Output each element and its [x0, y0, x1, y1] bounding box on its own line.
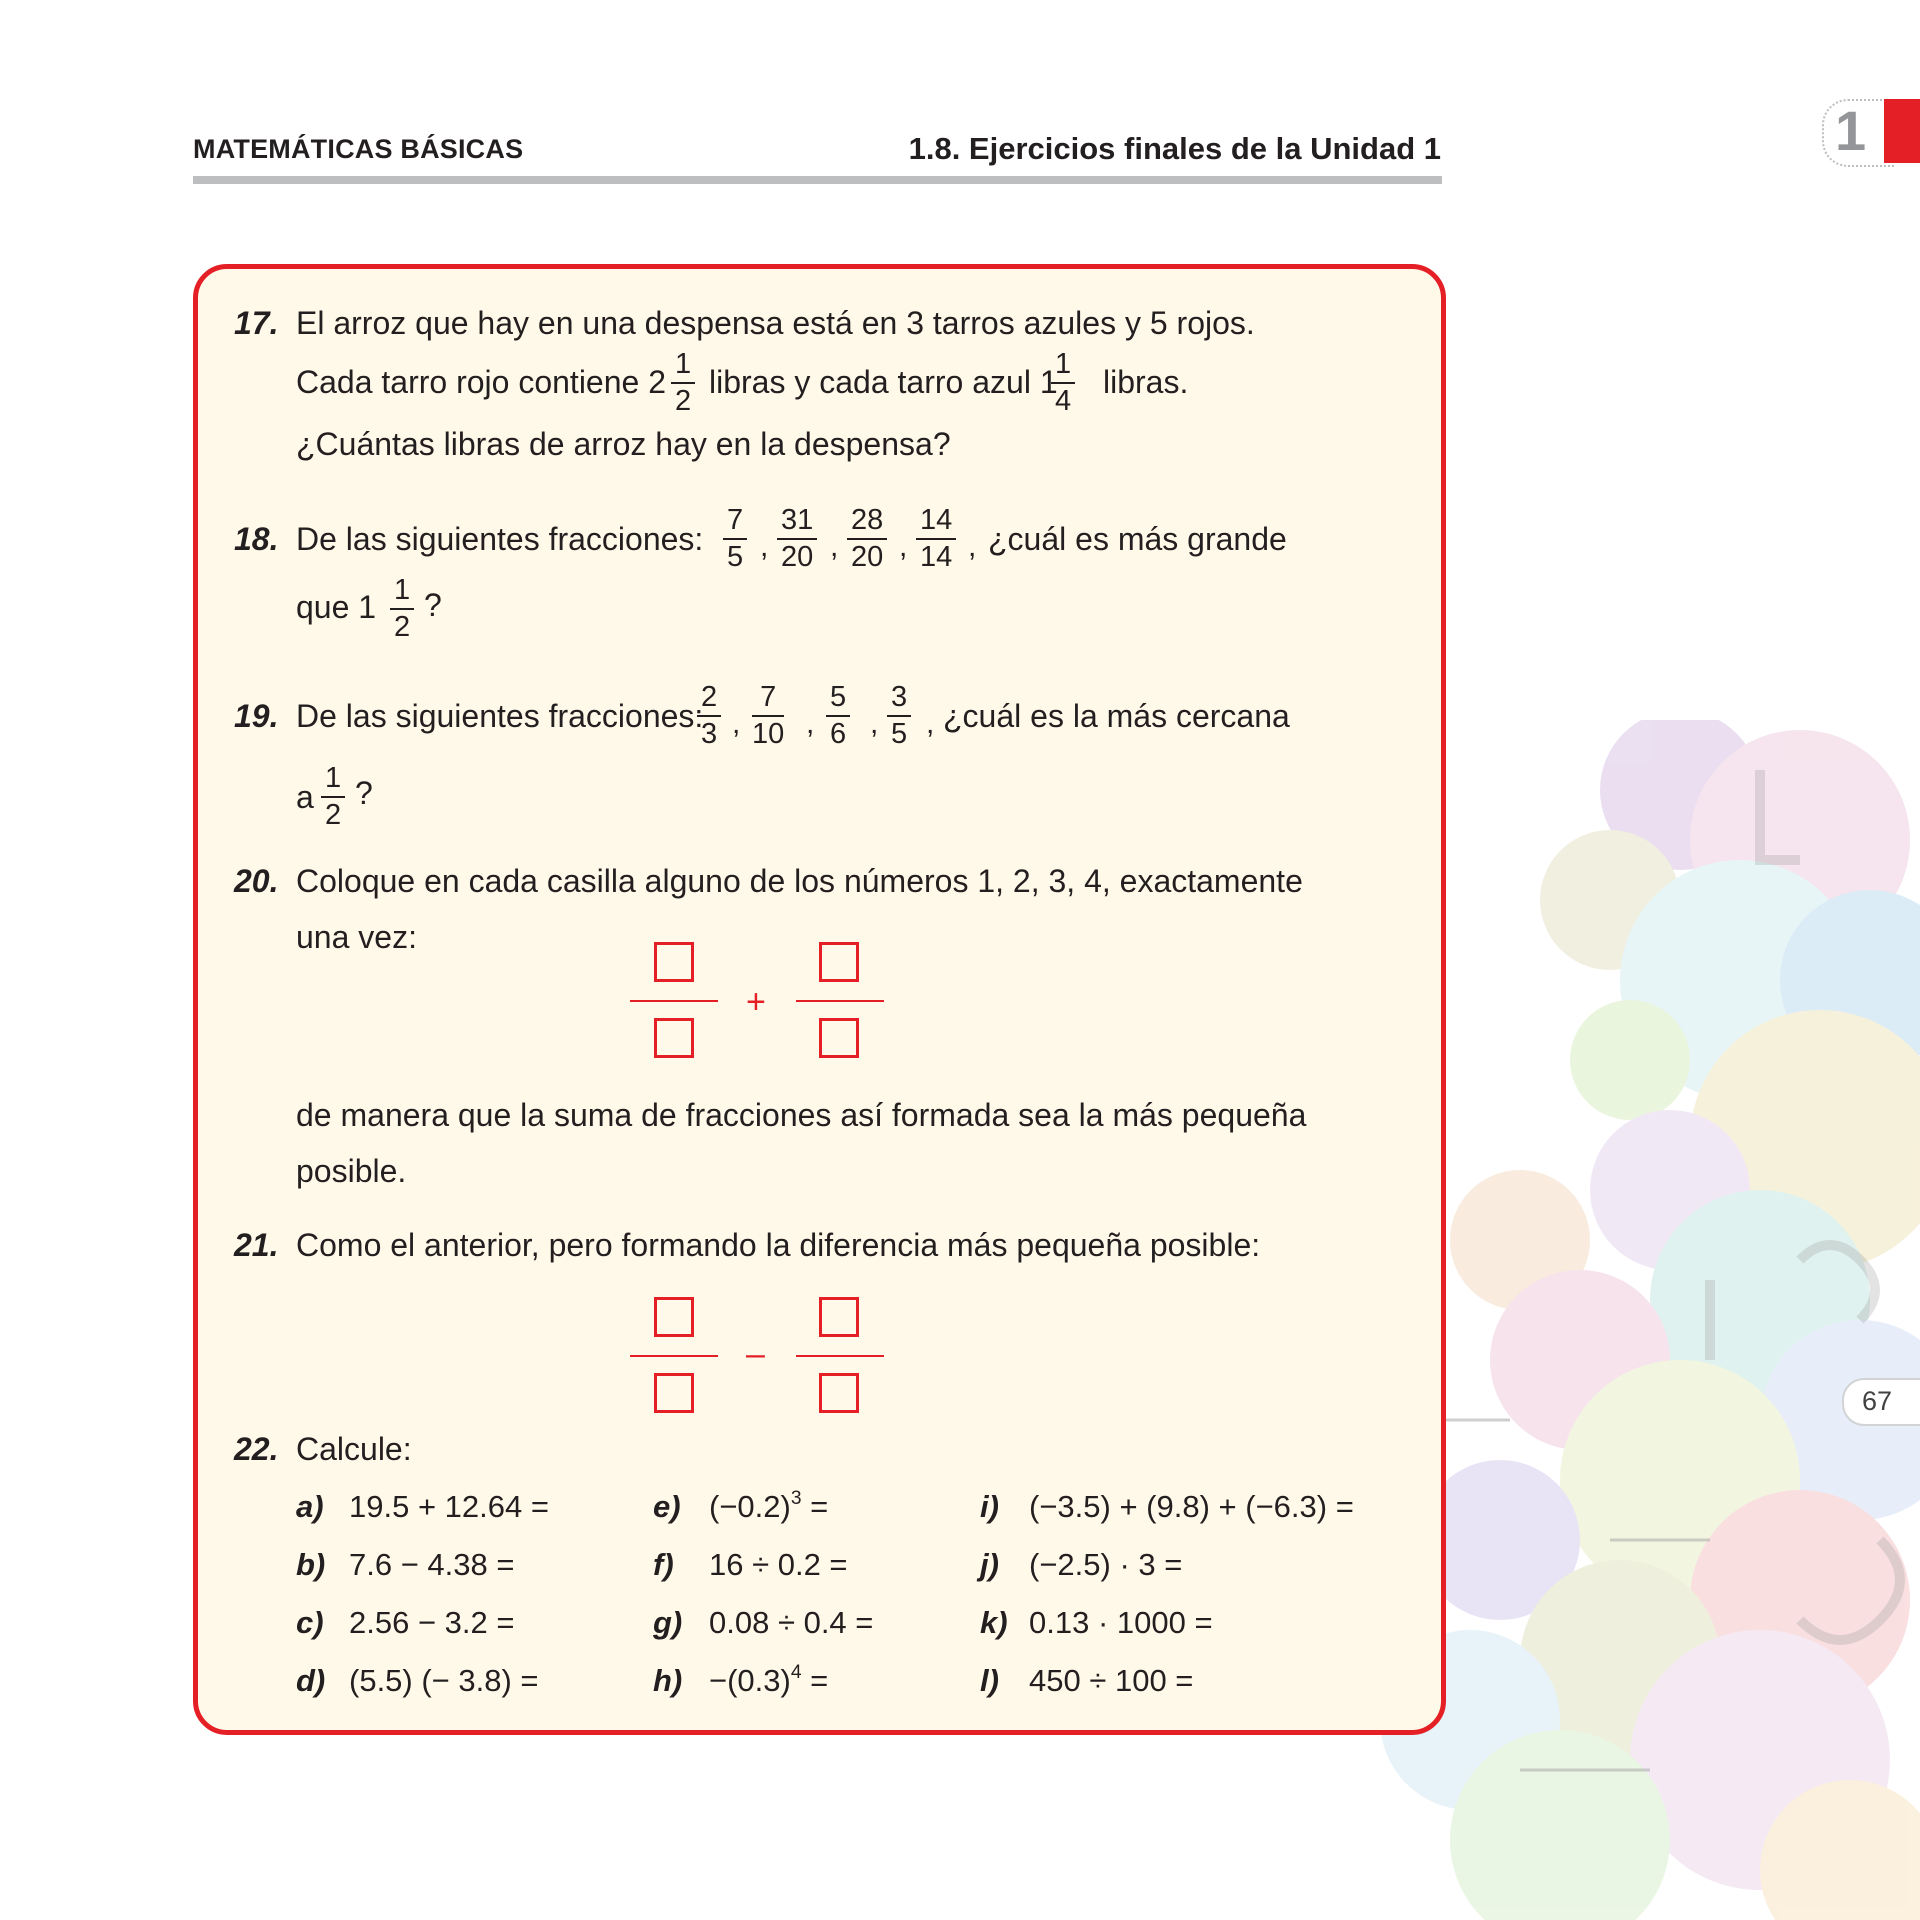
item-label: d): [296, 1663, 326, 1698]
item-label: j): [980, 1547, 999, 1582]
exercise-20-line2: una vez:: [296, 919, 417, 955]
plus-operator: +: [746, 983, 766, 1021]
exercise-18-line2: que 1: [296, 589, 377, 625]
exercise-21-number: 21.: [234, 1227, 279, 1263]
item-label: a): [296, 1489, 324, 1524]
exercise-17-line3: ¿Cuántas libras de arroz hay en la despensa?: [296, 426, 951, 462]
fraction-bar: [796, 1000, 884, 1002]
item-expression: 0.08 ÷ 0.4 =: [709, 1605, 874, 1640]
exercise-18-text: De las siguientes fracciones:: [296, 521, 704, 557]
fraction-bar: [796, 1355, 884, 1357]
chapter-tab-marker: [1884, 99, 1920, 163]
item-label: h): [653, 1663, 683, 1698]
page-number: 67: [1862, 1386, 1893, 1416]
item-expression: $-(0.3)^4$ =: [709, 1662, 829, 1698]
item-label: c): [296, 1605, 324, 1640]
book-title: MATEMÁTICAS BÁSICAS: [193, 134, 524, 164]
denominator-box-3[interactable]: [654, 1373, 694, 1413]
exercise-18-question-mark: ?: [424, 587, 442, 623]
item-expression: 450 ÷ 100 =: [1029, 1663, 1194, 1698]
item-label: l): [980, 1663, 999, 1698]
exercise-17-line2c: libras.: [1103, 364, 1189, 400]
exercise-19-comma: ,: [806, 707, 815, 740]
item-label: g): [653, 1605, 683, 1640]
decorative-circles-illustration: [1380, 720, 1920, 1920]
exercise-19-fraction-2: $\frac{7}{10}$: [752, 681, 785, 750]
fraction-bar: [630, 1000, 718, 1002]
item-label: e): [653, 1489, 681, 1524]
numerator-box-3[interactable]: [654, 1297, 694, 1337]
numerator-box-1[interactable]: [654, 942, 694, 982]
exercise-18-number: 18.: [234, 521, 279, 557]
item-expression: $(-0.2)^3$ =: [709, 1488, 829, 1524]
chapter-number: 1: [1835, 99, 1867, 162]
item-label: b): [296, 1547, 326, 1582]
denominator-box-2[interactable]: [819, 1018, 859, 1058]
exercise-21-line1: Como el anterior, pero formando la diferencia más pequeña posible:: [296, 1227, 1261, 1263]
exercise-19-number: 19.: [234, 698, 279, 734]
exercise-18-fraction-2: $\frac{31}{20}$: [777, 506, 817, 572]
numerator-box-2[interactable]: [819, 942, 859, 982]
item-expression: (5.5) (− 3.8) =: [349, 1663, 539, 1698]
exercise-19-comma: ,: [926, 707, 935, 740]
exercise-18-comma: ,: [830, 530, 839, 563]
item-label: k): [980, 1605, 1008, 1640]
exercise-17-line2a: Cada tarro rojo contiene 2: [296, 364, 666, 400]
header-rule: [193, 176, 1442, 184]
exercise-17-fraction-1: $\frac{1}{2}$: [671, 350, 695, 416]
item-expression: (−3.5) + (9.8) + (−6.3) =: [1029, 1489, 1354, 1524]
exercise-19-comma: ,: [732, 707, 741, 740]
exercise-17-line2b: libras y cada tarro azul 1: [709, 364, 1058, 400]
item-expression: 2.56 − 3.2 =: [349, 1605, 515, 1640]
exercise-20-number: 20.: [234, 863, 279, 899]
minus-operator: –: [746, 1335, 765, 1373]
exercise-20-line3: de manera que la suma de fracciones así formada sea la más pequeña: [296, 1097, 1307, 1133]
exercise-18-fraction-1: $\frac{7}{5}$: [723, 506, 747, 572]
exercise-18-fraction-3: $\frac{28}{20}$: [847, 506, 887, 572]
numerator-box-4[interactable]: [819, 1297, 859, 1337]
exercise-18-fraction-compare: $\frac{1}{2}$: [390, 576, 414, 642]
item-label: i): [980, 1489, 999, 1524]
exercise-18-question: ¿cuál es más grande: [988, 521, 1287, 557]
exercise-20-line4: posible.: [296, 1153, 407, 1189]
denominator-box-1[interactable]: [654, 1018, 694, 1058]
fraction-bar: [630, 1355, 718, 1357]
exercise-19-question-mark: ?: [355, 775, 373, 811]
exercise-20-line1: Coloque en cada casilla alguno de los números 1, 2, 3, 4, exactamente: [296, 863, 1303, 899]
exercise-19-fraction-4: $\frac{3}{5}$: [887, 683, 911, 749]
denominator-box-4[interactable]: [819, 1373, 859, 1413]
exercise-19-comma: ,: [870, 707, 879, 740]
section-title: 1.8. Ejercicios finales de la Unidad 1: [908, 131, 1441, 166]
exercise-18-comma: ,: [760, 530, 769, 563]
item-label: f): [653, 1547, 674, 1582]
exercise-17-line1: El arroz que hay en una despensa está en 3 tarros azules y 5 rojos.: [296, 305, 1255, 341]
exercise-19-fraction-compare: $\frac{1}{2}$: [321, 764, 345, 830]
item-expression: 7.6 − 4.38 =: [349, 1547, 515, 1582]
exercise-19-line2: a: [296, 779, 314, 815]
exercise-19-question: ¿cuál es la más cercana: [943, 698, 1290, 734]
exercise-19-fraction-1: $\frac{2}{3}$: [697, 683, 721, 749]
item-expression: (−2.5) · 3 =: [1029, 1547, 1183, 1582]
exercise-18-comma: ,: [968, 530, 977, 563]
item-expression: 0.13 · 1000 =: [1029, 1605, 1213, 1640]
exercise-18-fraction-4: $\frac{14}{14}$: [916, 506, 956, 572]
item-expression: 16 ÷ 0.2 =: [709, 1547, 848, 1582]
exercise-17-number: 17.: [234, 305, 279, 341]
exercise-17-fraction-2: $\frac{1}{4}$: [1051, 350, 1075, 416]
exercise-22-title: Calcule:: [296, 1431, 412, 1467]
exercise-18-comma: ,: [899, 530, 908, 563]
exercise-19-fraction-3: $\frac{5}{6}$: [826, 683, 850, 749]
item-expression: 19.5 + 12.64 =: [349, 1489, 549, 1524]
exercise-22-number: 22.: [234, 1431, 279, 1467]
exercise-19-text: De las siguientes fracciones:: [296, 698, 704, 734]
